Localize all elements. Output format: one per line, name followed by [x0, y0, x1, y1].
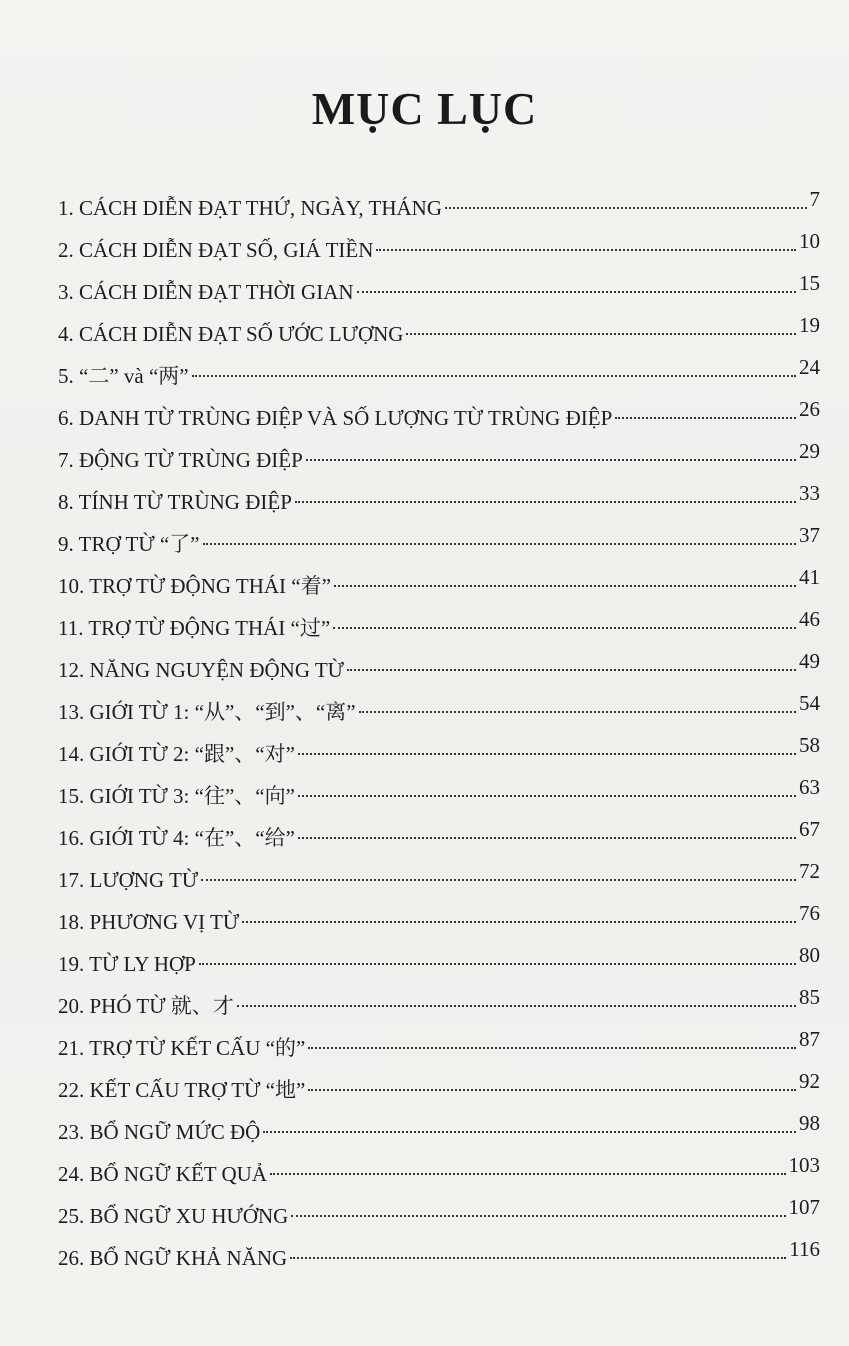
toc-entry [58, 439, 820, 481]
toc-entry-label: 11. TRỢ TỪ ĐỘNG THÁI “过” [58, 616, 331, 640]
page-title: MỤC LỤC [311, 83, 538, 134]
toc-entry-page-number: 49 [799, 649, 820, 673]
toc-entry [58, 1069, 820, 1111]
toc-entry-page-number: 107 [788, 1195, 820, 1219]
toc-entry-page-number: 116 [789, 1237, 820, 1261]
toc-dot-leader [333, 627, 796, 629]
toc-entry [58, 397, 820, 439]
toc-entry [58, 691, 820, 733]
toc-entry-page-number: 87 [799, 1027, 820, 1051]
toc-entry-label: 9. TRỢ TỪ “了” [58, 532, 200, 556]
toc-entry-page-number: 54 [799, 691, 820, 715]
toc-dot-leader [270, 1173, 786, 1175]
toc-entry-label: 18. PHƯƠNG VỊ TỪ [58, 910, 240, 934]
toc-entry [58, 817, 820, 859]
toc-dot-leader [615, 417, 796, 419]
toc-entry [58, 1027, 820, 1069]
toc-entry-page-number: 46 [799, 607, 820, 631]
toc-entry [58, 1153, 820, 1195]
toc-entry-page-number: 15 [799, 271, 820, 295]
toc-entry [58, 481, 820, 523]
toc-entry-page-number: 98 [799, 1111, 820, 1135]
toc-entry-label: 13. GIỚI TỪ 1: “从”、“到”、“离” [58, 700, 356, 724]
toc-entry-label: 7. ĐỘNG TỪ TRÙNG ĐIỆP [58, 448, 303, 472]
toc-dot-leader [242, 921, 796, 923]
toc-entry-page-number: 72 [799, 859, 820, 883]
toc-entry-page-number: 33 [799, 481, 820, 505]
toc-entry-label: 23. BỔ NGỮ MỨC ĐỘ [58, 1120, 261, 1144]
toc-dot-leader [295, 501, 796, 503]
toc-dot-leader [308, 1089, 796, 1091]
toc-entry-label: 16. GIỚI TỪ 4: “在”、“给” [58, 826, 295, 850]
toc-dot-leader [406, 333, 796, 335]
toc-entry-label: 26. BỔ NGỮ KHẢ NĂNG [58, 1246, 288, 1270]
toc-entry-label: 14. GIỚI TỪ 2: “跟”、“对” [58, 742, 295, 766]
toc-entry [58, 607, 820, 649]
toc-entry-label: 17. LƯỢNG TỪ [58, 868, 199, 892]
toc-dot-leader [192, 375, 796, 377]
toc-entry-label: 19. TỪ LY HỢP [58, 952, 196, 976]
toc-entry-page-number: 19 [799, 313, 820, 337]
toc-dot-leader [290, 1257, 786, 1259]
toc-entry-page-number: 67 [799, 817, 820, 841]
toc-entry-label: 21. TRỢ TỪ KẾT CẤU “的” [58, 1036, 306, 1060]
toc-entry-label: 8. TÍNH TỪ TRÙNG ĐIỆP [58, 490, 292, 514]
toc-dot-leader [298, 795, 796, 797]
toc-entry-page-number: 37 [799, 523, 820, 547]
toc-entry [58, 775, 820, 817]
toc-entry-page-number: 92 [799, 1069, 820, 1093]
toc-entry-page-number: 24 [799, 355, 820, 379]
toc-entry-page-number: 76 [799, 901, 820, 925]
toc-entry-label: 24. BỔ NGỮ KẾT QUẢ [58, 1162, 267, 1186]
toc-entry-label: 4. CÁCH DIỄN ĐẠT SỐ ƯỚC LƯỢNG [58, 322, 404, 346]
toc-entry [58, 985, 820, 1027]
toc-entry-page-number: 29 [799, 439, 820, 463]
toc-entry [58, 523, 820, 565]
toc-entry-label: 6. DANH TỪ TRÙNG ĐIỆP VÀ SỐ LƯỢNG TỪ TRÙNG ĐIỆP [58, 406, 613, 430]
toc-dot-leader [291, 1215, 785, 1217]
toc-entry-page-number: 10 [799, 229, 820, 253]
toc-dot-leader [237, 1005, 796, 1007]
toc-entry-page-number: 80 [799, 943, 820, 967]
toc-dot-leader [376, 249, 796, 251]
toc-entry-label: 20. PHÓ TỪ 就、才 [58, 994, 234, 1018]
toc-entry-page-number: 7 [809, 187, 820, 211]
toc-entry [58, 733, 820, 775]
toc-dot-leader [201, 879, 796, 881]
toc-entry-label: 5. “二” và “两” [58, 364, 189, 388]
toc-dot-leader [306, 459, 796, 461]
toc-entry [58, 313, 820, 355]
toc-dot-leader [298, 753, 796, 755]
toc-entry [58, 859, 820, 901]
toc-entry [58, 943, 820, 985]
toc-entry [58, 187, 820, 229]
toc-entry-label: 12. NĂNG NGUYỆN ĐỘNG TỪ [58, 658, 344, 682]
toc-dot-leader [263, 1131, 796, 1133]
toc-entry-label: 3. CÁCH DIỄN ĐẠT THỜI GIAN [58, 280, 354, 304]
toc-entry-label: 2. CÁCH DIỄN ĐẠT SỐ, GIÁ TIỀN [58, 238, 374, 262]
toc-dot-leader [203, 543, 796, 545]
toc-dot-leader [298, 837, 796, 839]
toc-dot-leader [445, 207, 807, 209]
toc-dot-leader [347, 669, 796, 671]
toc-entry-page-number: 85 [799, 985, 820, 1009]
toc-dot-leader [359, 711, 796, 713]
toc-entry-page-number: 58 [799, 733, 820, 757]
toc-entry [58, 271, 820, 313]
toc-entry-page-number: 41 [799, 565, 820, 589]
toc-entry [58, 565, 820, 607]
toc-entry-label: 1. CÁCH DIỄN ĐẠT THỨ, NGÀY, THÁNG [58, 196, 442, 220]
toc-entry [58, 1111, 820, 1153]
toc-dot-leader [308, 1047, 796, 1049]
toc-entry [58, 229, 820, 271]
toc-dot-leader [357, 291, 796, 293]
toc-entry [58, 1195, 820, 1237]
toc-entry-page-number: 103 [788, 1153, 820, 1177]
toc-dot-leader [199, 963, 796, 965]
toc-entry-label: 10. TRỢ TỪ ĐỘNG THÁI “着” [58, 574, 331, 598]
toc-entry-label: 25. BỔ NGỮ XU HƯỚNG [58, 1204, 289, 1228]
toc-entry [58, 649, 820, 691]
toc-entry-label: 22. KẾT CẤU TRỢ TỪ “地” [58, 1078, 306, 1102]
toc-entry [58, 901, 820, 943]
toc-dot-leader [334, 585, 796, 587]
table-of-contents [58, 187, 820, 1279]
toc-entry [58, 355, 820, 397]
toc-entry [58, 1237, 820, 1279]
toc-entry-page-number: 63 [799, 775, 820, 799]
toc-entry-label: 15. GIỚI TỪ 3: “往”、“向” [58, 784, 295, 808]
toc-entry-page-number: 26 [799, 397, 820, 421]
